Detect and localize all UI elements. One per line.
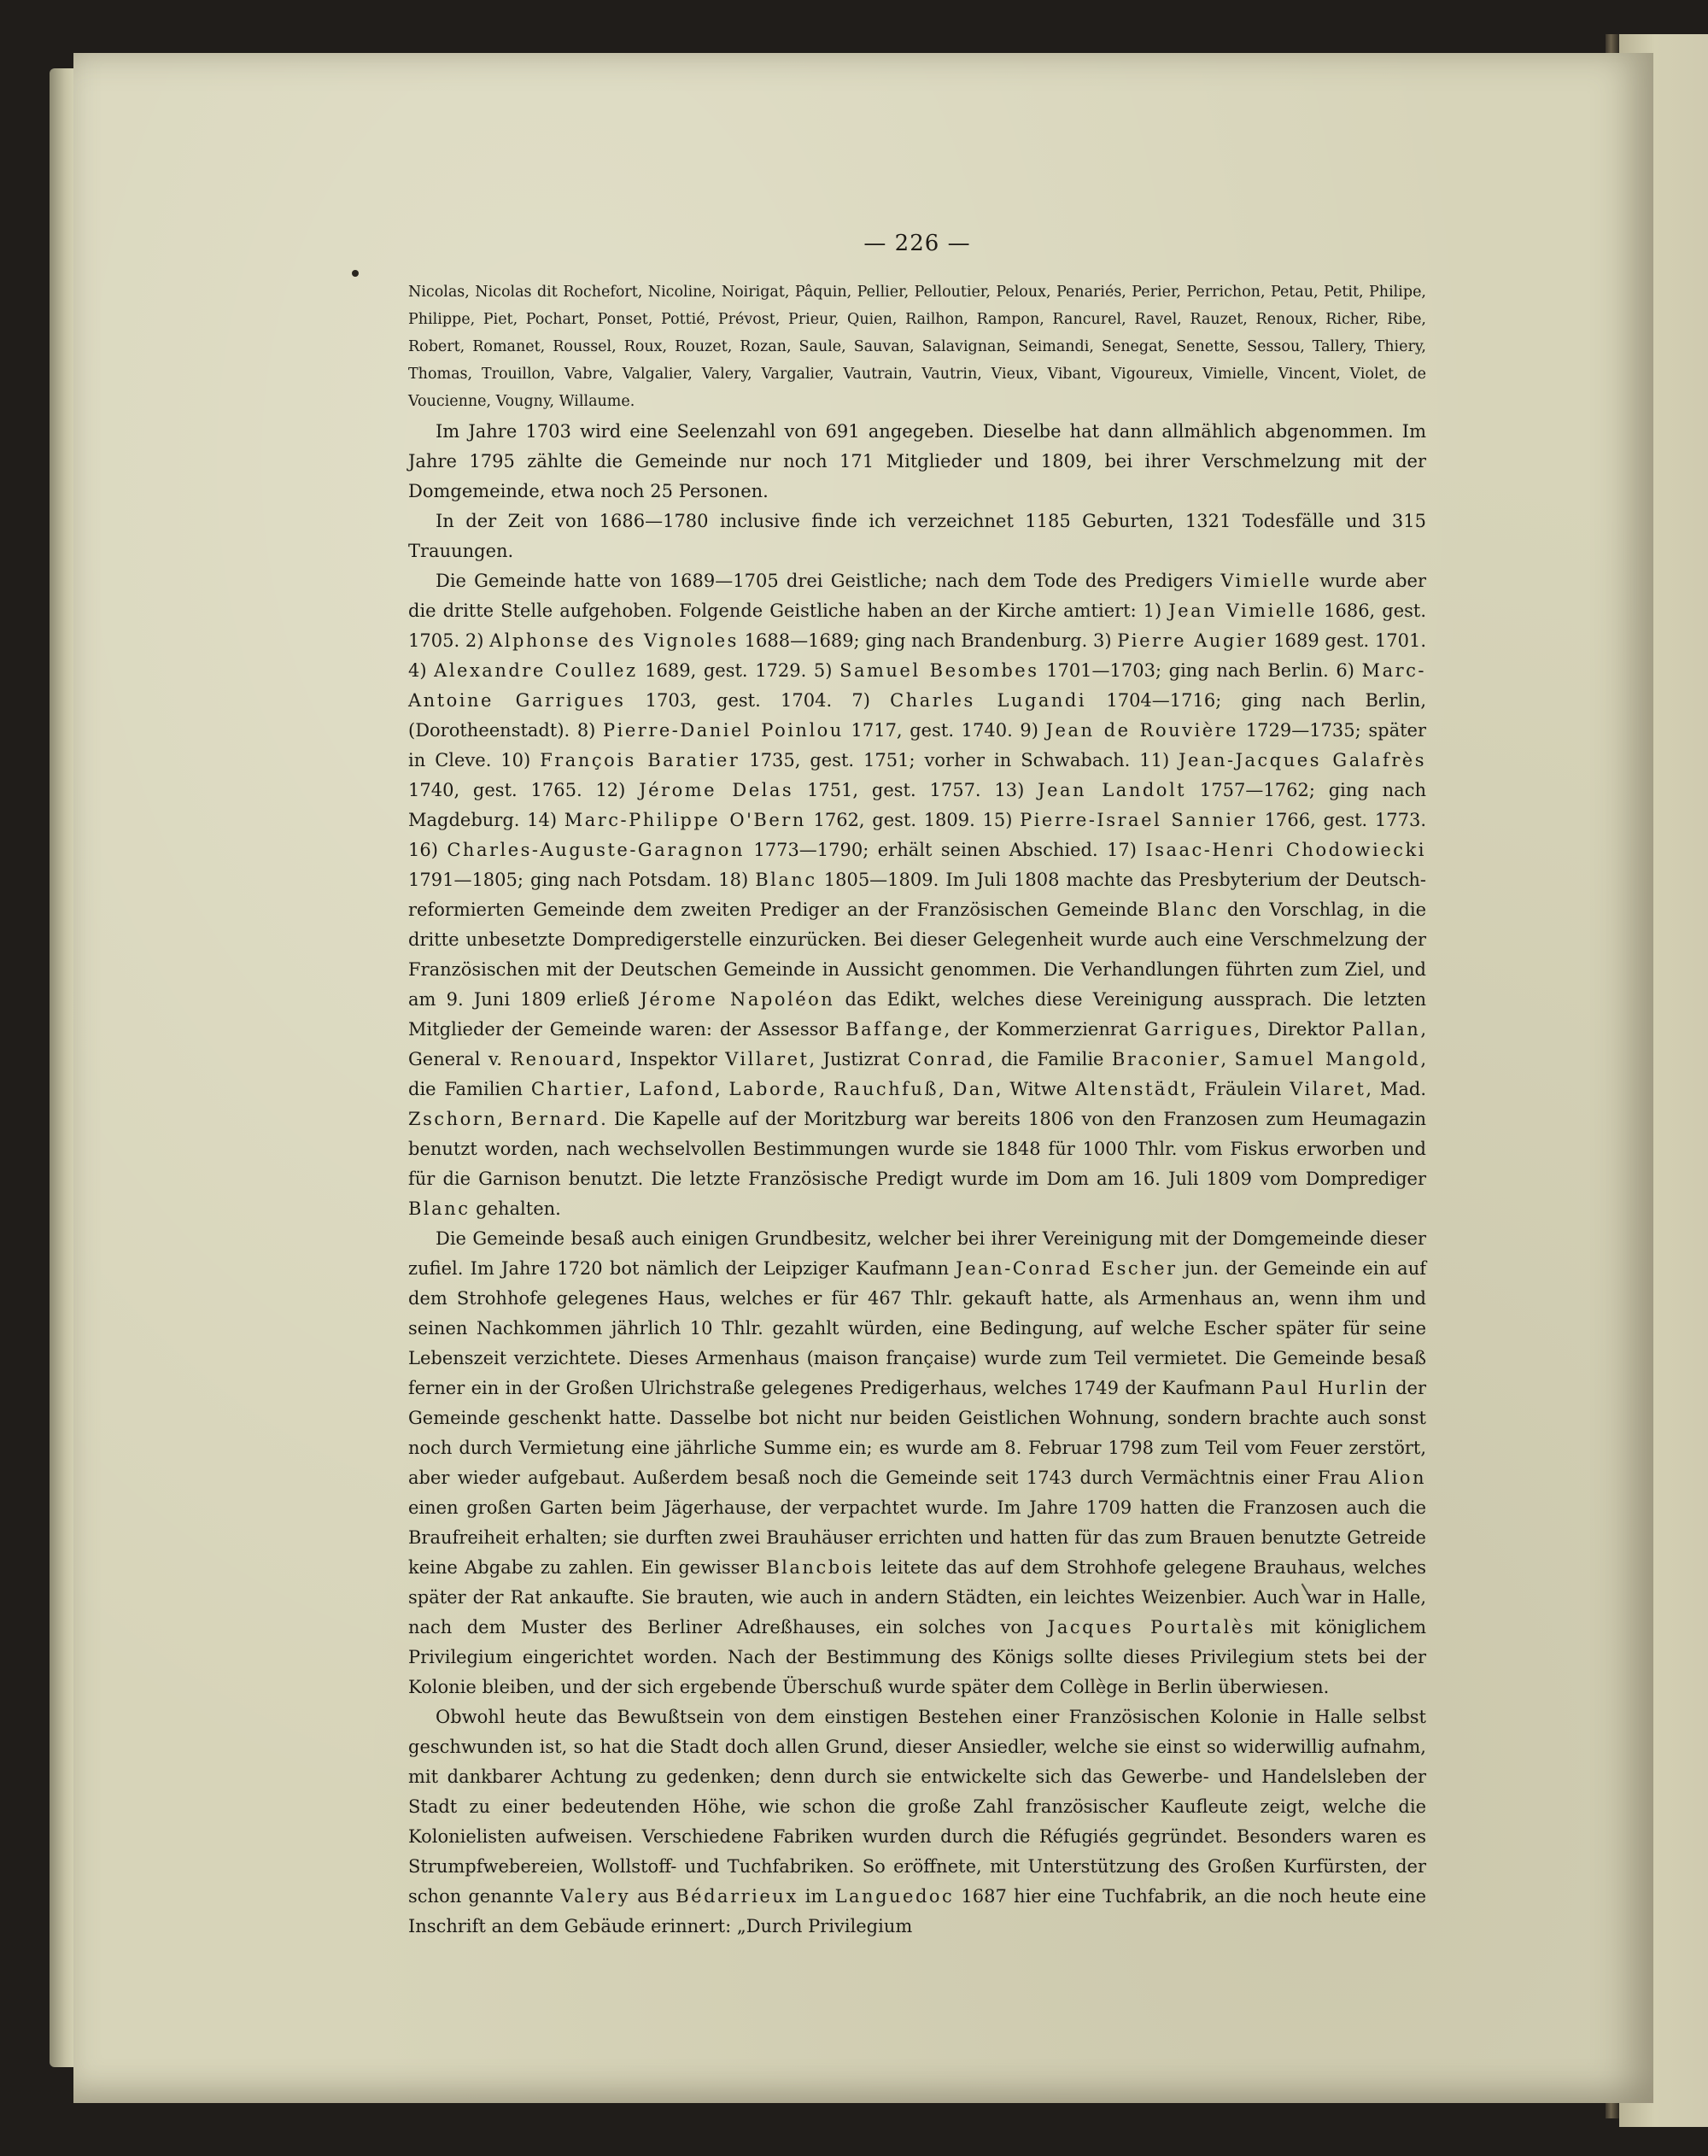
text-run: Die Gemeinde besaß auch einigen Grundbesitz, welcher bei ihrer Vereinigung mit der Domgemeinde dieser zufiel. Im Jahre 1720 bot nämlich der Leipziger Kaufmann — [408, 1228, 1426, 1279]
text-run: im — [798, 1886, 835, 1907]
spaced-name: Chartier — [530, 1079, 625, 1099]
text-run: , Witwe — [995, 1079, 1075, 1099]
spaced-name: Jean Vimielle — [1168, 601, 1318, 621]
text-run: , Justizrat — [809, 1049, 908, 1069]
text-run: 1689 gest. 1701. 4) — [408, 630, 1427, 681]
spaced-name: Garrigues — [1144, 1019, 1255, 1040]
text-run: leitete das auf dem Strohhofe gelegene Brauhaus, welches später der Rat ankaufte. Sie brauten, wie auch in andern Städten, ein leichtes Weizenbier. Auch war in Halle, nach dem Muster des Berliner Adreßhauses, ein solches von — [408, 1557, 1426, 1638]
spaced-name: Charles-Auguste-Garagnon — [447, 840, 745, 860]
spaced-name: Blanc — [408, 1198, 471, 1219]
body-paragraphs — [408, 417, 1426, 1942]
text-run: 1717, gest. 1740. 9) — [843, 720, 1046, 741]
spaced-name: Vimielle — [1220, 571, 1312, 591]
text-run: Obwohl heute das Bewußtsein von dem einstigen Bestehen einer Französischen Kolonie in Halle selbst geschwunden ist, so hat die Stadt doch allen Grund, dieser Ansiedler, welche sie einst so widerwillig aufnahm, mit dankbarer Achtung zu gedenken; denn durch sie entwickelte sich das Gewerbe- und Handelsleben der Stadt zu einer bedeutenden Höhe, wie schon die große Zahl französischer Kaufleute zeigt, welche die Kolonielisten aufweisen. Verschiedene Fabriken wurden durch die Réfugiés gegründet. Besonders waren es Strumpfwebereien, Wollstoff- und Tuchfabriken. So eröffnete, mit Unterstützung des Großen Kurfürsten, der schon genannte — [408, 1707, 1426, 1907]
text-run: jun. der Gemeinde ein auf dem Strohhofe gelegenes Haus, welches er für 467 Thlr. gekauft hatte, als Armenhaus an, wenn ihm und seinen Nachkommen jährlich 10 Thlr. gezahlt würden, eine Bedingung, auf welche Escher später für seine Lebenszeit verzichtete. Dieses Armenhaus (maison française) wurde zum Teil vermietet. Die Gemeinde besaß ferner ein in der Großen Ulrichstraße gelegenes Predigerhaus, welches 1749 der Kaufmann — [408, 1258, 1426, 1398]
spaced-name: Alphonse des Vignoles — [489, 630, 739, 651]
text-run: 1703, gest. 1704. 7) — [625, 690, 891, 711]
spaced-name: Jean Landolt — [1038, 780, 1187, 800]
text-run: 1751, gest. 1757. 13) — [793, 780, 1038, 800]
text-run: 1686, gest. 1705. 2) — [408, 601, 1427, 651]
spaced-name: François Baratier — [540, 750, 740, 770]
spaced-name: Vilaret — [1290, 1079, 1366, 1099]
spaced-name: Isaac-Henri Chodowiecki — [1145, 840, 1426, 860]
page-stack-edge — [50, 68, 75, 2067]
spaced-name: Jérome Napoléon — [640, 989, 835, 1010]
page-number: — 226 — — [863, 231, 971, 256]
spaced-name: Laborde — [728, 1079, 820, 1099]
spaced-name: Marc-Philippe O'Bern — [564, 810, 806, 830]
spaced-name: Pallan — [1352, 1019, 1421, 1040]
paragraph — [408, 417, 1426, 507]
text-run: , die Familien — [408, 1049, 1426, 1099]
spaced-name: Jean de Rouvière — [1045, 720, 1239, 741]
text-run: . Die Kapelle auf der Moritzburg war bereits 1806 von den Franzosen zum Heumagazin benutzt worden, nach wechselvollen Bestimmungen wurde sie 1848 für 1000 Thlr. vom Fiskus erworben und für die Garnison benutzt. Die letzte Französische Predigt wurde im Dom am 16. Juli 1809 vom Domprediger — [408, 1109, 1426, 1189]
text-run: , — [624, 1079, 640, 1099]
text-run: 1735, gest. 1751; vorher in Schwabach. 11) — [740, 750, 1179, 770]
text-run: 1773—1790; erhält seinen Abschied. 17) — [744, 840, 1146, 860]
spaced-name: Jacques Pourtalès — [1047, 1617, 1256, 1638]
text-run: Die Gemeinde hatte von 1689—1705 drei Geistliche; nach dem Tode des Predigers — [436, 571, 1221, 591]
spaced-name: Blanc — [1156, 899, 1220, 920]
surname-list: Nicolas, Nicolas dit Rochefort, Nicoline, Noirigat, Pâquin, Pellier, Pelloutier, Peloux, Penariés, Perier, Perrichon, Petau, Petit, Philipe, Philippe, Piet, Pochart, Ponset, Pottié, Prévost, Prieur, Quien, Railhon, Rampon, Rancurel, Ravel, Rauzet, Renoux, Richer, Ribe, Robert, Romanet, Roussel, Roux, Rouzet, Rozan, Saule, Sauvan, Salavignan, Seimandi, Senegat, Senette, Sessou, Tallery, Thiery, Thomas, Trouillon, Vabre, Valgalier, Valery, Vargalier, Vautrain, Vautrin, Vieux, Vibant, Vigoureux, Vimielle, Vincent, Violet, de Voucienne, Vougny, Willaume. — [408, 284, 1426, 410]
spaced-name: Paul Hurlin — [1261, 1378, 1389, 1398]
spaced-name: Baffange — [845, 1019, 945, 1040]
spaced-name: Charles Lugandi — [890, 690, 1087, 711]
spaced-name: Altenstädt — [1074, 1079, 1190, 1099]
text-run: , der Kommerzienrat — [944, 1019, 1144, 1040]
text-run: Im Jahre 1703 wird eine Seelenzahl von 691 angegeben. Dieselbe hat dann allmählich abgenommen. Im Jahre 1795 zählte die Gemeinde nur noch 171 Mitglieder und 1809, bei ihrer Verschmelzung mit der Domgemeinde, etwa noch 25 Personen. — [408, 421, 1426, 501]
paragraph — [408, 1224, 1426, 1702]
text-run: 1688—1689; ging nach Brandenburg. 3) — [738, 630, 1118, 651]
text-run: wurde aber die dritte Stelle aufgehoben. Folgende Geistliche haben an der Kirche amtiert: 1) — [408, 571, 1426, 621]
text-run: 1740, gest. 1765. 12) — [408, 780, 640, 800]
text-run: gehalten. — [470, 1198, 561, 1219]
page-text — [408, 231, 1426, 1942]
text-run: aus — [630, 1886, 676, 1907]
text-run: 1729—1735; später in Cleve. 10) — [408, 720, 1426, 770]
spaced-name: Samuel Besombes — [839, 660, 1039, 681]
spaced-name: Blanc — [755, 870, 817, 890]
text-run: , — [938, 1079, 953, 1099]
text-run: der Gemeinde geschenkt hatte. Dasselbe bot nicht nur beiden Geistlichen Wohnung, sondern brachte auch sonst noch durch Vermietung eine jährliche Summe ein; es wurde am 8. Februar 1798 zum Teil vom Feuer zerstört, aber wieder aufgebaut. Außerdem besaß noch die Gemeinde seit 1743 durch Vermächtnis einer Frau — [408, 1378, 1426, 1488]
text-run: 1704—1716; ging nach Berlin, (Dorotheenstadt). 8) — [408, 690, 1426, 741]
text-run: , — [819, 1079, 834, 1099]
text-run: 1701—1703; ging nach Berlin. 6) — [1038, 660, 1362, 681]
spaced-name: Jérome Delas — [639, 780, 794, 800]
text-run: , — [497, 1109, 512, 1129]
text-run: , Inspektor — [616, 1049, 726, 1069]
spaced-name: Rauchfuß — [834, 1079, 939, 1099]
spaced-name: Bernard — [511, 1109, 601, 1129]
text-run: 1791—1805; ging nach Potsdam. 18) — [408, 870, 756, 890]
text-run: 1689, gest. 1729. 5) — [637, 660, 840, 681]
text-run: , Direktor — [1254, 1019, 1353, 1040]
spaced-name: Alion — [1368, 1468, 1426, 1488]
spaced-name: Alexandre Coullez — [434, 660, 638, 681]
text-run: 1757—1762; ging nach Magdeburg. 14) — [408, 780, 1426, 830]
spaced-name: Zschorn — [408, 1109, 498, 1129]
text-run: 1762, gest. 1809. 15) — [805, 810, 1021, 830]
text-run: In der Zeit von 1686—1780 inclusive finde ich verzeichnet 1185 Geburten, 1321 Todesfälle und 315 Trauungen. — [408, 511, 1426, 561]
text-run: , Fräulein — [1190, 1079, 1290, 1099]
spaced-name: Conrad — [907, 1049, 988, 1069]
spaced-name: Villaret — [725, 1049, 810, 1069]
text-run: den Vorschlag, in die dritte unbesetzte Dompredigerstelle einzurücken. Bei dieser Gelegenheit wurde auch eine Verschmelzung der Französischen mit der Deutschen Gemeinde in Aussicht genommen. Die Verhandlungen führten zum Ziel, und am 9. Juni 1809 erließ — [408, 899, 1426, 1010]
text-run: , die Familie — [987, 1049, 1112, 1069]
spaced-name: Bédarrieux — [676, 1886, 798, 1907]
paragraph — [408, 1702, 1426, 1942]
spaced-name: Valery — [560, 1886, 631, 1907]
spaced-name: Marc-Antoine Garrigues — [408, 660, 1426, 711]
text-run: , Mad. — [1366, 1079, 1426, 1099]
spaced-name: Pierre-Daniel Poinlou — [603, 720, 844, 741]
spaced-name: Renouard — [510, 1049, 617, 1069]
text-run: 1766, gest. 1773. 16) — [408, 810, 1427, 860]
spaced-name: Samuel Mangold — [1234, 1049, 1421, 1069]
text-run: , — [715, 1079, 729, 1099]
text-run: das Edikt, welches diese Vereinigung aussprach. Die letzten Mitglieder der Gemeinde waren: der Assessor — [408, 989, 1427, 1040]
text-run: einen großen Garten beim Jägerhause, der verpachtet wurde. Im Jahre 1709 hatten die Franzosen auch die Braufreiheit erhalten; sie durften zwei Brauhäuser errichten und hatten für das zum Brauen benutzte Getreide keine Abgabe zu zahlen. Ein gewisser — [408, 1497, 1426, 1578]
spaced-name: Blancbois — [766, 1557, 874, 1578]
paragraph — [408, 566, 1426, 1224]
spaced-name: Braconier — [1111, 1049, 1221, 1069]
paragraph — [408, 507, 1426, 566]
text-run: mit königlichem Privilegium eingerichtet worden. Nach der Bestimmung des Königs sollte dieses Privilegium stets bei der Kolonie bleiben, und der sich ergebende Überschuß wurde später dem Collège in Berlin überwiesen. — [408, 1617, 1426, 1697]
spaced-name: Languedoc — [834, 1886, 955, 1907]
spaced-name: Lafond — [639, 1079, 716, 1099]
text-run: 1687 hier eine Tuchfabrik, an die noch heute eine Inschrift an dem Gebäude erinnert: „Durch Privilegium — [408, 1886, 1426, 1936]
spaced-name: Pierre Augier — [1117, 630, 1268, 651]
ink-speck — [352, 270, 359, 277]
spaced-name: Dan — [952, 1079, 996, 1099]
spaced-name: Pierre-Israel Sannier — [1020, 810, 1258, 830]
text-run: 1805—1809. Im Juli 1808 machte das Presbyterium der Deutsch-reformierten Gemeinde dem zweiten Prediger an der Französischen Gemeinde — [408, 870, 1427, 920]
spaced-name: Jean-Conrad Escher — [956, 1258, 1178, 1279]
spaced-name: Jean-Jacques Galafrès — [1179, 750, 1426, 770]
text-run: , General v. — [408, 1019, 1426, 1069]
text-run: , — [1220, 1049, 1235, 1069]
